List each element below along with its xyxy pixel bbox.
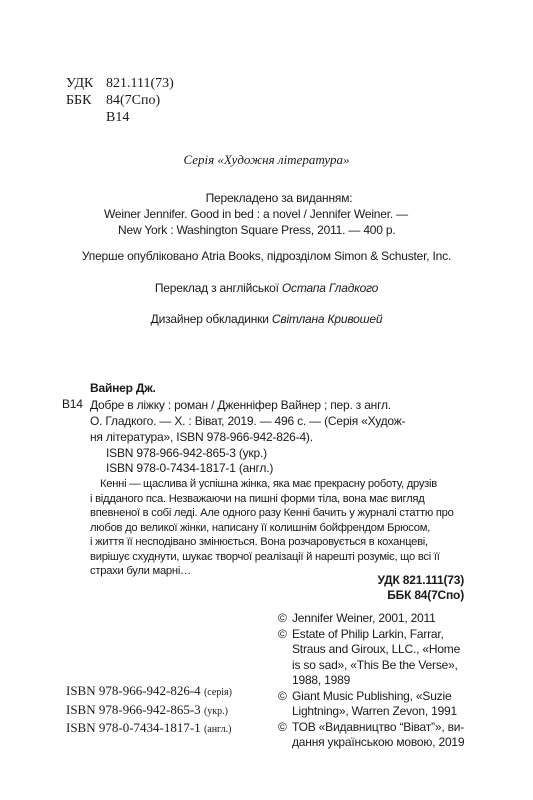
annotation-line: вирішує схуднути, шукає творчої реалізації й нарешті розуміє, що всі її	[90, 550, 440, 563]
series-name: «Художня література»	[217, 152, 350, 167]
copyright-2: © Estate of Philip Larkin, Farrar,	[278, 626, 444, 641]
annotation-line: і відданого пса. Незважаючи на пишні форми тіла, вона має вигляд	[90, 492, 425, 505]
annotation-line: Кенні — щаслива й успішна жінка, яка має прекрасну роботу, друзів	[100, 478, 437, 490]
copyright-1: © Jennifer Weiner, 2001, 2011	[278, 611, 436, 625]
codes-block	[364, 573, 464, 603]
copyright-symbol: ©	[278, 611, 287, 625]
record-description	[90, 397, 405, 445]
original-line-2: New York : Washington Square Press, 2011. — 400 p.	[118, 223, 396, 237]
record-line-3: ня література», ISBN 978-966-942-826-4).	[90, 430, 313, 444]
codes-udk: УДК 821.111(73)	[377, 573, 464, 587]
record-line-1: Добре в ліжку : роман / Дженніфер Вайнер ; пер. з англ.	[90, 398, 391, 412]
record-author: Вайнер Дж.	[90, 381, 156, 395]
designer-prefix: Дизайнер обкладинки	[150, 312, 272, 326]
record-isbns	[106, 446, 273, 476]
original-heading: Перекладено за виданням:	[205, 191, 353, 205]
original-line-1: Weiner Jennifer. Good in bed : a novel / Jennifer Weiner. —	[104, 207, 408, 221]
designer-line	[0, 312, 533, 326]
isbn-row: ISBN 978-0-7434-1817-1 (англ.)	[66, 720, 232, 735]
record-mark: В14	[62, 397, 83, 411]
codes-bbk: ББК 84(7Спо)	[387, 588, 464, 602]
series-prefix: Серія	[183, 152, 218, 167]
isbn-row: ISBN 978-966-942-826-4 (серія)	[66, 683, 232, 698]
first-published: Уперше опубліковано Atria Books, підрозділом Simon & Schuster, Inc.	[81, 249, 452, 263]
translator-line	[0, 281, 533, 295]
annotation-line: і життя її несподівано змінюється. Вона розчаровується в коханцеві,	[90, 536, 428, 548]
author-mark: В14	[106, 110, 130, 125]
udk-value: 821.111(73)	[106, 76, 174, 91]
bbk-value: 84(7Спо)	[106, 93, 161, 108]
original-edition	[104, 190, 454, 238]
copyrights-block: © Jennifer Weiner, 2001, 2011 © Estate of Philip Larkin, Farrar, Straus and Giroux, LLC., «Home is so sad», «This Be the Verse», 1988, 1989 © Giant Music Publishing, «Suzie Lightning», Warren Zevon, 1991 © ТОВ «Видавництво “Віват”», ви- дання українською мовою, 2019	[278, 611, 465, 749]
translator-prefix: Переклад з англійської	[154, 281, 282, 295]
translator-name: Остапа Гладкого	[281, 281, 379, 295]
copyright-3: © Giant Music Publishing, «Suzie	[278, 688, 452, 703]
annotation-line: страхи були марні…	[90, 565, 191, 577]
record-isbn-1: ISBN 978-966-942-865-3 (укр.)	[106, 446, 267, 460]
record-isbn-2: ISBN 978-0-7434-1817-1 (англ.)	[106, 461, 274, 475]
classification-block	[66, 75, 174, 126]
copyright-4: © ТОВ «Видавництво “Віват”», ви-	[278, 719, 465, 734]
designer-name: Світлана Кривошей	[271, 312, 383, 326]
record-line-2: О. Гладкого. — Х. : Віват, 2019. — 496 с. — (Серія «Худож-	[90, 414, 406, 428]
isbn-list	[66, 683, 232, 739]
isbn-row: ISBN 978-966-942-865-3 (укр.)	[66, 701, 228, 717]
udk-label: УДК	[66, 76, 94, 91]
annotation-line: впевненої в собі леді. Але одного разу Кенні бачить у журналі статтю про	[90, 507, 454, 519]
bbk-label: ББК	[66, 93, 92, 108]
annotation	[90, 477, 454, 579]
annotation-line: любов до великої жінки, написану її колишнім бойфрендом Брюсом,	[90, 521, 431, 534]
series-line	[0, 152, 533, 168]
